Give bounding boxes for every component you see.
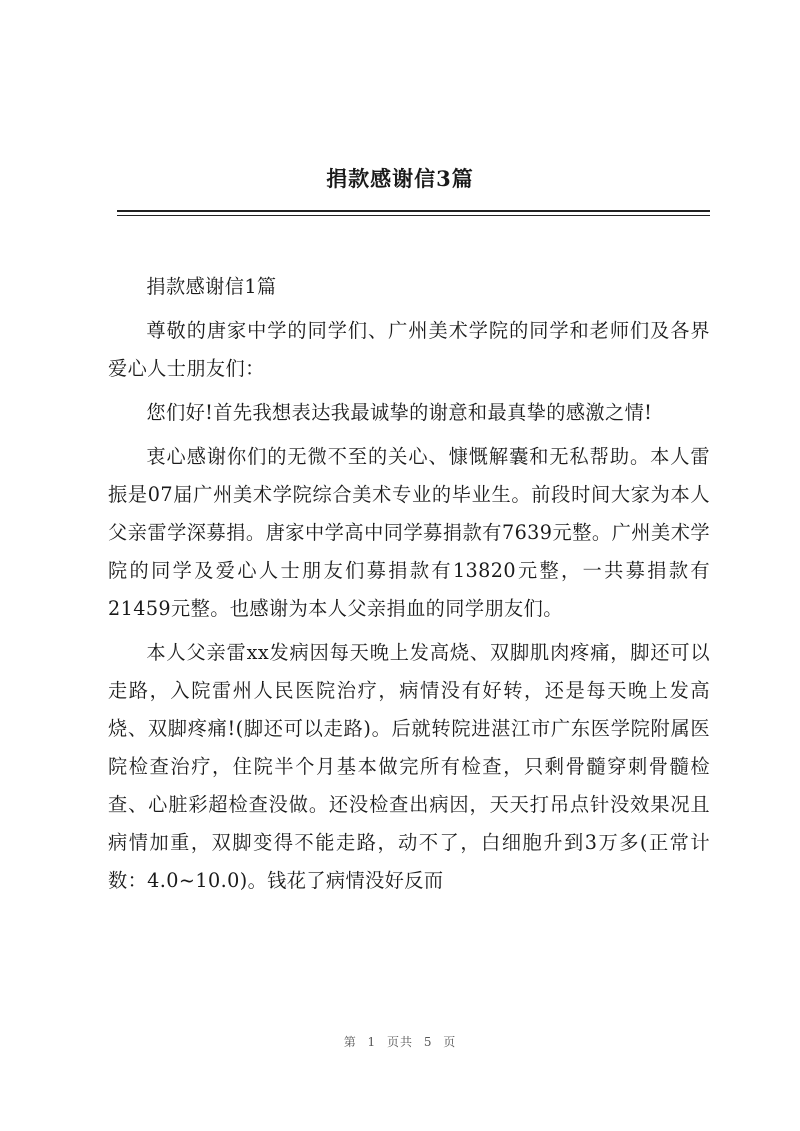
document-title: 捐款感谢信3篇 (326, 166, 474, 191)
title-underline-thin (117, 215, 710, 216)
page-number-footer: 第 1 页共 5 页 (343, 1035, 457, 1049)
section-heading: 捐款感谢信1篇 (146, 275, 277, 298)
illness-paragraph: 本人父亲雷xx发病因每天晚上发高烧、双脚肌肉疼痛，脚还可以走路，入院雷州人民医院治疗，病情没有好转，还是每天晚上发高烧、双脚疼痛!(脚还可以走路)。后就转院进湛江市广东医学院附属医院检查治疗，住院半个月基本做完所有检查，只剩骨髓穿刺骨髓检查、心脏彩超检查没做。还没检查出病因，天天打吊点针没效果况且病情加重，双脚变得不能走路，动不了，白细胞升到3万多(正常计数：4.0~10.0)。钱花了病情没好反而 (108, 641, 710, 892)
salutation-paragraph: 尊敬的唐家中学的同学们、广州美术学院的同学和老师们及各界爱心人士朋友们： (108, 319, 710, 380)
thanks-paragraph: 衷心感谢你们的无微不至的关心、慷慨解囊和无私帮助。本人雷振是07届广州美术学院综合美术专业的毕业生。前段时间大家为本人父亲雷学深募捐。唐家中学高中同学募捐款有7639元整。广州美术学院的同学及爱心人士朋友们募捐款有13820元整，一共募捐款有21459元整。也感谢为本人父亲捐血的同学朋友们。 (108, 445, 710, 620)
greeting-paragraph: 您们好!首先我想表达我最诚挚的谢意和最真挚的感激之情! (146, 401, 653, 424)
title-underline (117, 210, 710, 212)
document-body (108, 268, 710, 906)
